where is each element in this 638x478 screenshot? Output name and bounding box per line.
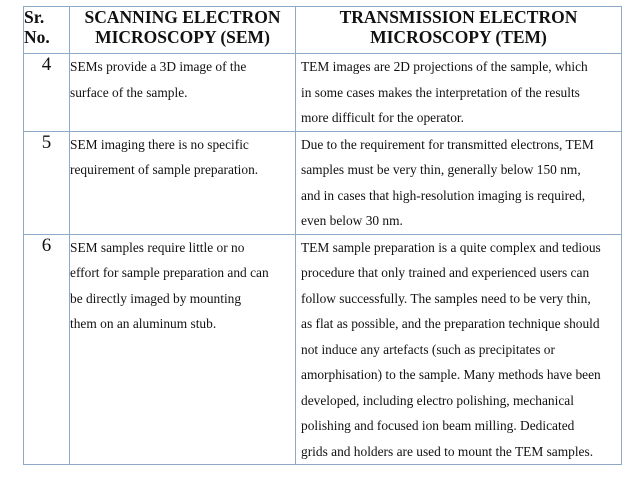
tem-text-line: developed, including electro polishing, mechanical <box>301 392 574 408</box>
header-sr-no <box>24 7 70 54</box>
tem-text-line: follow successfully. The samples need to be very thin, <box>301 290 591 306</box>
row-number: 5 <box>24 131 70 234</box>
sem-text-line: SEMs provide a 3D image of the <box>70 59 247 74</box>
tem-text-line: and in cases that high-resolution imaging is required, <box>301 187 586 203</box>
sem-text-line: effort for sample preparation and can <box>70 265 269 280</box>
tem-text-line: more difficult for the operator. <box>301 110 464 125</box>
sem-text-line: SEM imaging there is no specific <box>70 136 249 152</box>
table-row <box>24 131 622 234</box>
tem-text-line: as flat as possible, and the preparation technique should <box>301 316 600 331</box>
header-tem-line: TRANSMISSION ELECTRON <box>339 7 578 27</box>
sem-cell <box>70 234 296 465</box>
header-sem <box>70 7 296 54</box>
tem-text-line: polishing and focused ion beam milling. Dedicated <box>301 418 575 433</box>
header-sem-line: MICROSCOPY (SEM) <box>95 27 270 47</box>
table-row <box>24 234 622 465</box>
tem-text-line: Due to the requirement for transmitted electrons, TEM <box>301 136 594 152</box>
tem-text-line: amorphisation) to the sample. Many methods have been <box>301 367 601 382</box>
table-row <box>24 54 622 132</box>
sem-text-line: SEM samples require little or no <box>70 239 245 255</box>
header-tem-line: MICROSCOPY (TEM) <box>370 27 547 47</box>
row-number: 4 <box>24 54 70 132</box>
comparison-table <box>23 6 622 465</box>
tem-text-line: even below 30 nm. <box>301 213 403 228</box>
header-sr-no-line: Sr. <box>24 7 45 27</box>
sem-text-line: them on an aluminum stub. <box>70 316 217 331</box>
sem-text-line: requirement of sample preparation. <box>70 162 259 177</box>
tem-text-line: samples must be very thin, generally below 150 nm, <box>301 162 581 177</box>
row-number: 6 <box>24 234 70 465</box>
tem-text-line: procedure that only trained and experienced users can <box>301 265 590 280</box>
tem-text-line: grids and holders are used to mount the TEM samples. <box>301 443 594 459</box>
header-sr-no-line: No. <box>24 27 50 47</box>
tem-text-line: in some cases makes the interpretation of the results <box>301 84 580 100</box>
header-row <box>24 7 622 54</box>
sem-cell <box>70 54 296 132</box>
tem-text-line: not induce any artefacts (such as precipitates or <box>301 341 555 357</box>
header-tem <box>296 7 622 54</box>
tem-cell <box>296 131 622 234</box>
sem-text-line: surface of the sample. <box>70 84 188 100</box>
header-sem-line: SCANNING ELECTRON <box>84 7 281 27</box>
sem-cell <box>70 131 296 234</box>
sem-text-line: be directly imaged by mounting <box>70 290 242 306</box>
tem-cell <box>296 54 622 132</box>
tem-cell <box>296 234 622 465</box>
tem-text-line: TEM sample preparation is a quite complex and tedious <box>301 239 601 255</box>
tem-text-line: TEM images are 2D projections of the sample, which <box>301 59 588 74</box>
